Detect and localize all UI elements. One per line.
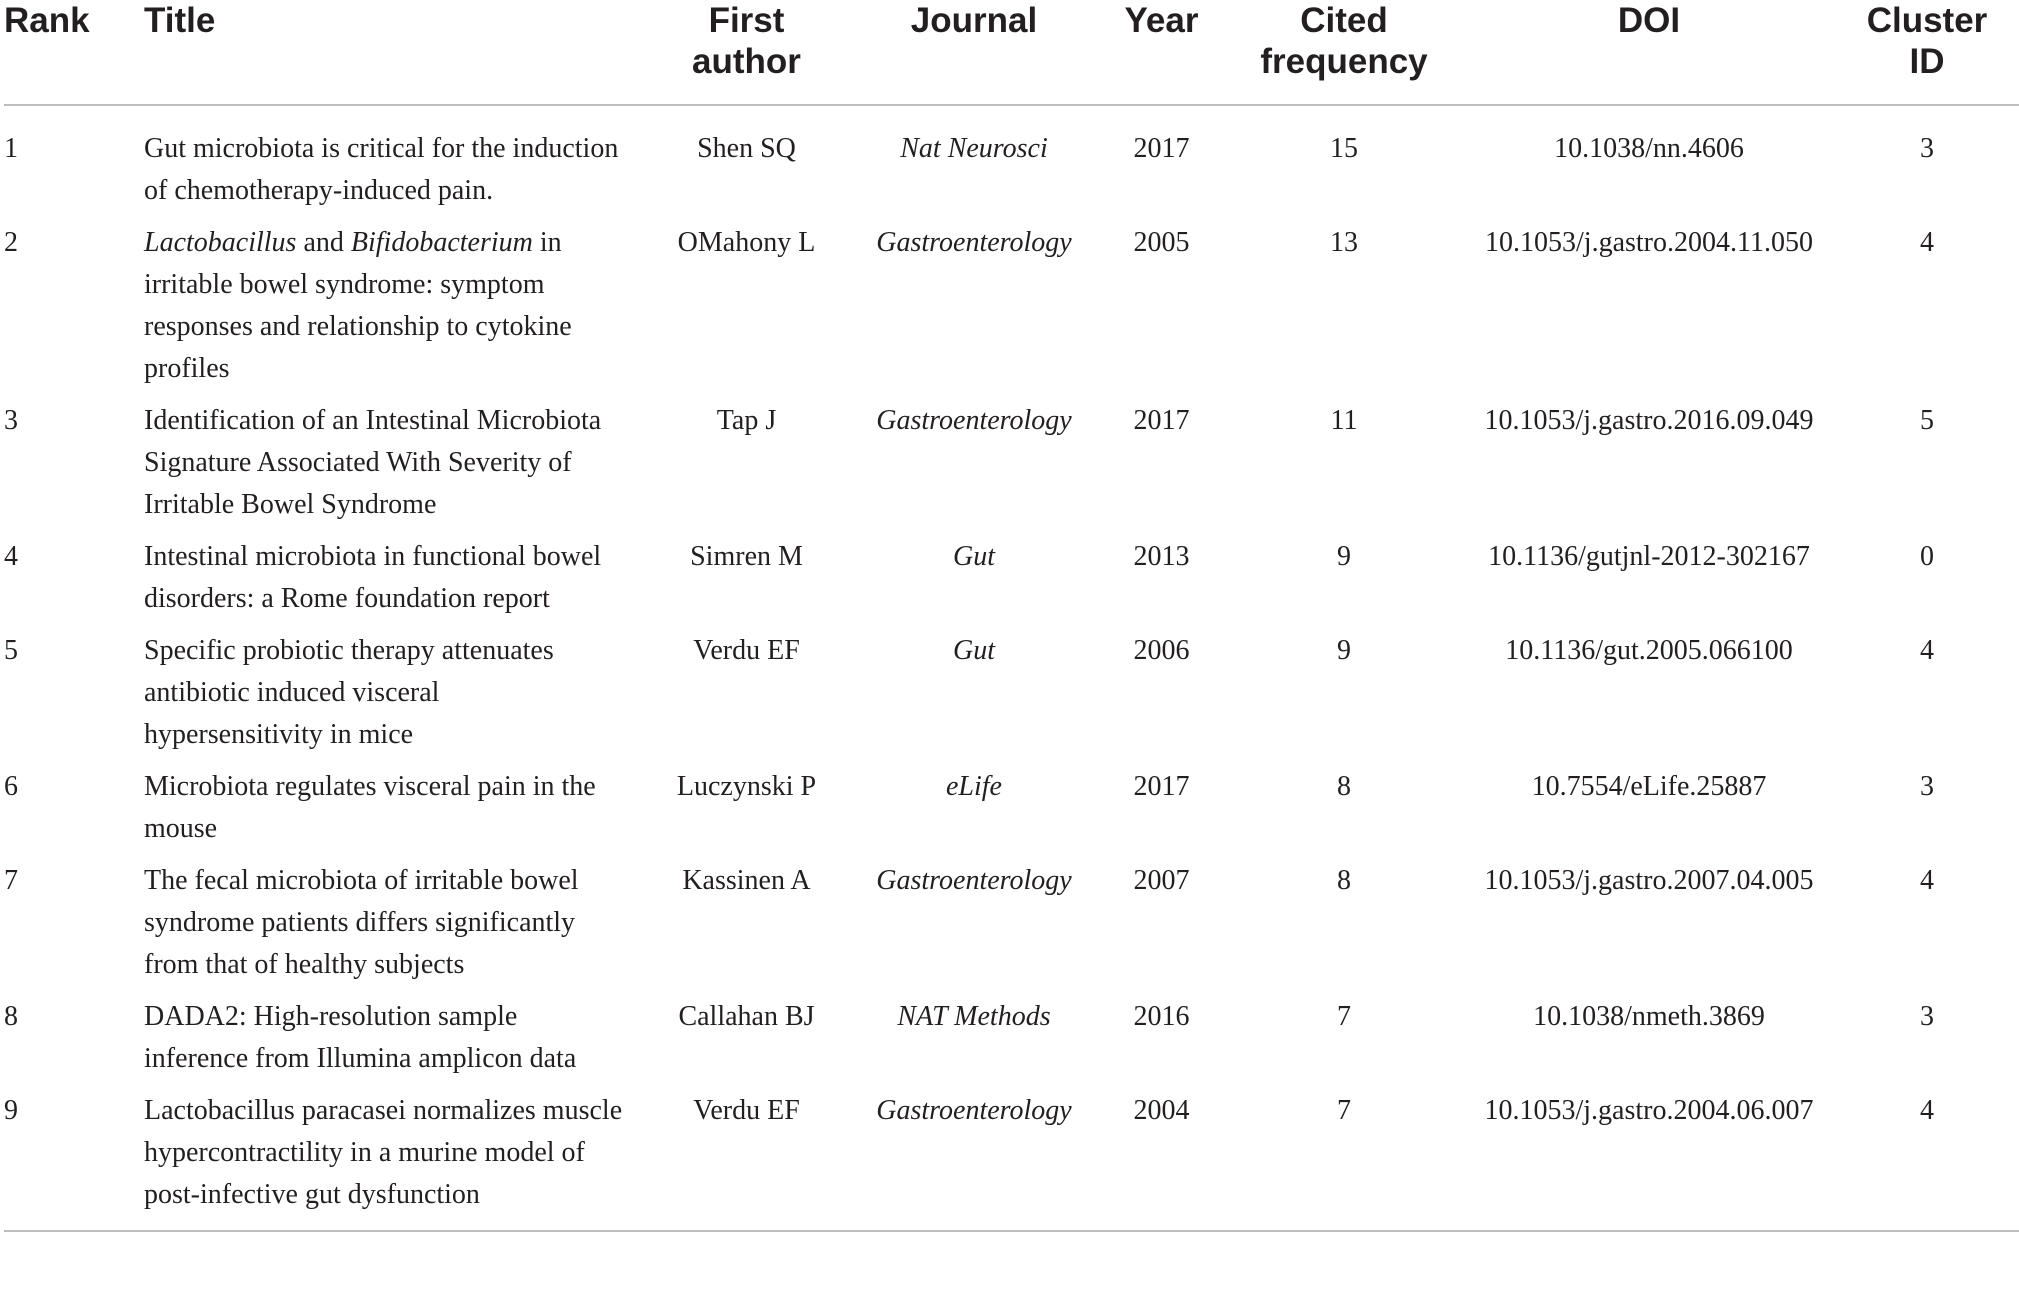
cell-doi: 10.1053/j.gastro.2004.11.050 <box>1485 227 1813 258</box>
cell-cluster-id: 4 <box>1920 227 1934 258</box>
header-first-author: First author <box>644 0 849 105</box>
table-row <box>4 756 2019 850</box>
cell-cited-frequency: 7 <box>1224 1080 1464 1231</box>
cell-year: 2017 <box>1133 405 1190 436</box>
cell-title: The fecal microbiota of irritable bowel syndrome patients differs significantly from that of healthy subjects <box>144 865 579 980</box>
title-text: in irritable bowel syndrome: symptom responses and relationship to cytokine profiles <box>144 227 572 384</box>
cell-doi: 10.1053/j.gastro.2016.09.049 <box>1484 405 1814 436</box>
header-year: Year <box>1099 0 1224 105</box>
cell-first-author: Verdu EF <box>693 635 800 666</box>
header-cluster-id: Cluster ID <box>1834 0 2019 105</box>
cell-rank: 7 <box>4 865 18 896</box>
cell-rank: 6 <box>4 771 18 802</box>
cell-cluster-id: 4 <box>1920 635 1934 666</box>
cell-doi: 10.1053/j.gastro.2007.04.005 <box>1484 865 1814 896</box>
cell-doi: 10.1053/j.gastro.2004.06.007 <box>1464 1080 1834 1231</box>
cell-rank: 1 <box>4 133 18 164</box>
cell-rank: 8 <box>4 1001 18 1032</box>
cell-doi: 10.1136/gut.2005.066100 <box>1505 635 1793 666</box>
cell-title: Identification of an Intestinal Microbiota Signature Associated With Severity of Irritable Bowel Syndrome <box>144 405 602 520</box>
header-rank: Rank <box>4 0 144 105</box>
table-row <box>4 1080 2019 1231</box>
cell-first-author: Kassinen A <box>682 865 811 896</box>
cell-cluster-id: 3 <box>1920 1001 1934 1032</box>
header-cited-frequency: Cited frequency <box>1224 0 1464 105</box>
cell-cited-frequency: 8 <box>1337 771 1351 802</box>
title-genus-lactobacillus: Lactobacillus <box>144 227 297 258</box>
references-table <box>4 0 2019 1232</box>
cell-cluster-id: 4 <box>1834 1080 2019 1231</box>
cell-first-author: Shen SQ <box>697 133 796 164</box>
cell-rank: 5 <box>4 635 18 666</box>
table-row <box>4 850 2019 986</box>
table-row <box>4 390 2019 526</box>
table-row <box>4 212 2019 390</box>
header-journal: Journal <box>849 0 1099 105</box>
header-doi: DOI <box>1464 0 1834 105</box>
cell-year: 2004 <box>1099 1080 1224 1231</box>
table-row <box>4 986 2019 1080</box>
cell-rank: 4 <box>4 541 18 572</box>
cell-journal: Gastroenterology <box>849 1080 1099 1231</box>
cell-journal: NAT Methods <box>897 1001 1051 1032</box>
cell-cited-frequency: 13 <box>1330 227 1358 258</box>
cell-year: 2007 <box>1133 865 1190 896</box>
cell-cited-frequency: 11 <box>1330 405 1358 436</box>
cell-journal: Gut <box>953 635 995 666</box>
cell-title: Microbiota regulates visceral pain in the mouse <box>144 771 596 844</box>
cell-year: 2017 <box>1133 771 1190 802</box>
cell-rank: 2 <box>4 227 18 258</box>
cell-doi: 10.1038/nmeth.3869 <box>1533 1001 1765 1032</box>
cell-first-author: Simren M <box>690 541 803 572</box>
title-text: and <box>296 227 351 258</box>
cell-doi: 10.1136/gutjnl-2012-302167 <box>1488 541 1810 572</box>
cell-title: Gut microbiota is critical for the induction of chemotherapy-induced pain. <box>144 133 619 206</box>
table-row <box>4 526 2019 620</box>
cell-year: 2006 <box>1133 635 1190 666</box>
cell-title: Specific probiotic therapy attenuates antibiotic induced visceral hypersensitivity in mice <box>144 635 554 750</box>
cell-first-author: Luczynski P <box>676 771 817 802</box>
cell-cited-frequency: 15 <box>1330 133 1358 164</box>
cell-doi: 10.1038/nn.4606 <box>1554 133 1744 164</box>
cell-journal: Gastroenterology <box>876 405 1072 436</box>
cell-rank: 9 <box>4 1080 144 1231</box>
cell-journal: Nat Neurosci <box>900 133 1048 164</box>
cell-cited-frequency: 7 <box>1337 1001 1351 1032</box>
cell-cited-frequency: 9 <box>1337 635 1351 666</box>
cell-title <box>144 212 644 390</box>
table-header <box>4 0 2019 105</box>
cell-cited-frequency: 8 <box>1337 865 1351 896</box>
cell-cluster-id: 0 <box>1920 541 1934 572</box>
cell-cluster-id: 3 <box>1920 133 1934 164</box>
cell-title: Lactobacillus paracasei normalizes muscle hypercontractility in a murine model of post-infective gut dysfunction <box>144 1080 644 1231</box>
cell-title: DADA2: High-resolution sample inference from Illumina amplicon data <box>144 1001 577 1074</box>
cell-year: 2016 <box>1133 1001 1190 1032</box>
cell-doi: 10.7554/eLife.25887 <box>1531 771 1767 802</box>
cell-first-author: Callahan BJ <box>678 1001 815 1032</box>
table-row <box>4 105 2019 212</box>
table-body <box>4 105 2019 1231</box>
cell-year: 2017 <box>1133 133 1190 164</box>
cell-journal: Gastroenterology <box>876 227 1072 258</box>
cell-first-author: Verdu EF <box>644 1080 849 1231</box>
header-title: Title <box>144 0 644 105</box>
cell-rank: 3 <box>4 405 18 436</box>
cell-cluster-id: 4 <box>1920 865 1934 896</box>
cell-first-author: Tap J <box>716 405 777 436</box>
cell-journal: Gut <box>953 541 995 572</box>
cell-year: 2005 <box>1133 227 1190 258</box>
cell-cluster-id: 3 <box>1920 771 1934 802</box>
table-row <box>4 620 2019 756</box>
cell-journal: Gastroenterology <box>876 865 1072 896</box>
cell-cluster-id: 5 <box>1920 405 1934 436</box>
header-row <box>4 0 2019 105</box>
cell-year: 2013 <box>1133 541 1190 572</box>
cell-cited-frequency: 9 <box>1337 541 1351 572</box>
cell-first-author: OMahony L <box>677 227 816 258</box>
cell-title: Intestinal microbiota in functional bowel disorders: a Rome foundation report <box>144 541 602 614</box>
title-genus-bifidobacterium: Bifidobacterium <box>350 227 533 258</box>
cell-journal: eLife <box>946 771 1002 802</box>
